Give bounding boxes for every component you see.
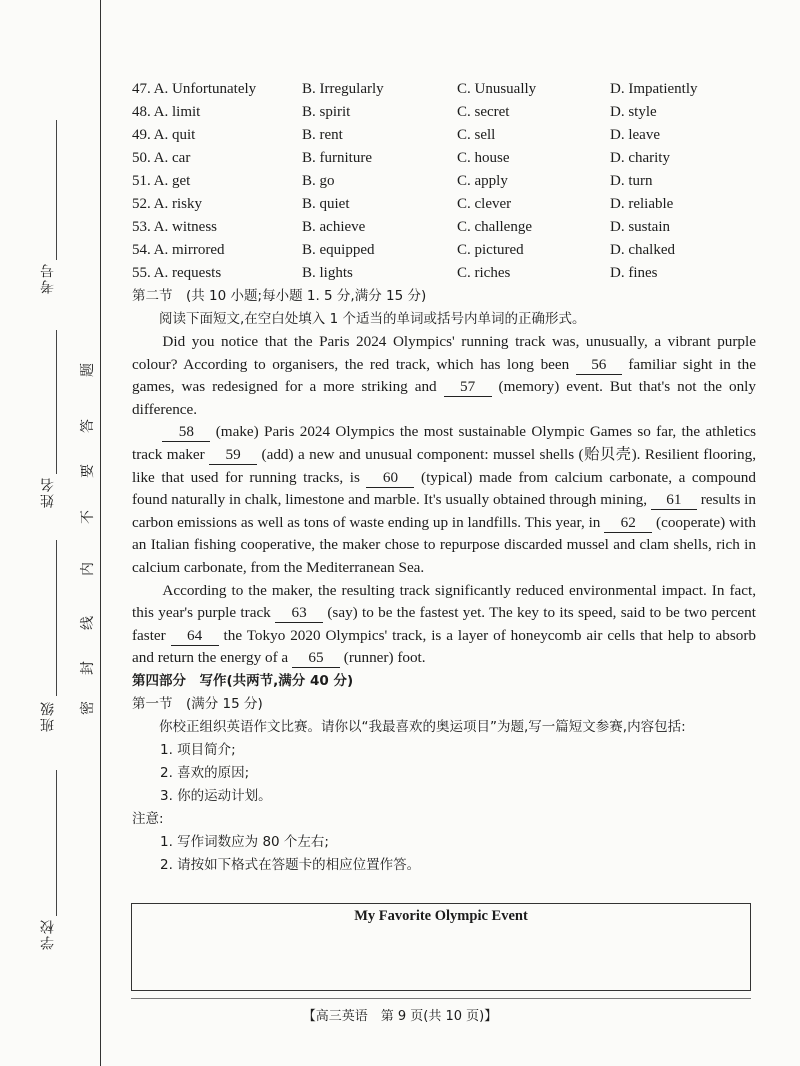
passage-paragraph: Did you notice that the Paris 2024 Olympics' running track was, unusually, a vibrant purple colour? According to organisers, the red track, which has long been 56 familiar sight in the games, was redesigned for a more striking and 57 (memory) event. But that's not the only difference. xyxy=(132,333,756,418)
seal-char: 封 xyxy=(80,661,96,675)
page-content xyxy=(132,78,756,877)
note-item: 2. 请按如下格式在答题卡的相应位置作答。 xyxy=(160,856,421,873)
part-heading: 第四部分 写作(共两节,满分 40 分) xyxy=(132,672,354,689)
seal-char: 要 xyxy=(80,464,96,478)
task-item: 1. 项目简介; xyxy=(160,741,236,758)
blank-58[interactable]: 58 xyxy=(162,423,210,442)
option-row: 50. A. car B. furniture C. house D. charity xyxy=(132,150,670,166)
passage-paragraph: According to the maker, the resulting track significantly reduced environmental impact. In fact, this year's purple track 63 (say) to be the fastest yet. The key to its speed, said to be two percent faster 64 the Tokyo 2020 Olympics' track, is a layer of honeycomb air cells that help to absorb and return the energy of a 65 (runner) foot. xyxy=(132,581,756,667)
answer-format-box xyxy=(131,903,751,991)
footer-divider xyxy=(131,998,751,999)
blank-62[interactable]: 62 xyxy=(604,514,652,533)
instruction: 阅读下面短文,在空白处填入 1 个适当的单词或括号内单词的正确形式。 xyxy=(159,311,586,327)
note-label: 注意: xyxy=(132,810,164,827)
subsection-heading: 第一节 (满分 15 分) xyxy=(132,695,263,712)
blank-57[interactable]: 57 xyxy=(444,378,492,397)
essay-title: My Favorite Olympic Event xyxy=(354,908,528,924)
seal-char: 密 xyxy=(80,701,96,715)
blank-56[interactable]: 56 xyxy=(576,356,622,375)
binding-line xyxy=(100,0,101,1066)
option-row: 54. A. mirrored B. equipped C. pictured D. chalked xyxy=(132,242,675,258)
class-line xyxy=(56,540,57,696)
option-row: 48. A. limit B. spirit C. secret D. style xyxy=(132,104,657,120)
blank-59[interactable]: 59 xyxy=(209,446,257,465)
task-item: 3. 你的运动计划。 xyxy=(160,787,272,804)
blank-65[interactable]: 65 xyxy=(292,649,340,668)
task-item: 2. 喜欢的原因; xyxy=(160,764,250,781)
exam-number-label: 考号 xyxy=(40,262,56,294)
name-label: 姓名 xyxy=(40,476,56,508)
note-item: 1. 写作词数应为 80 个左右; xyxy=(160,833,329,850)
school-line xyxy=(56,770,57,916)
option-row: 53. A. witness B. achieve C. challenge D. sustain xyxy=(132,219,670,235)
option-row: 49. A. quit B. rent C. sell D. leave xyxy=(132,127,660,143)
blank-61[interactable]: 61 xyxy=(651,491,697,510)
school-label: 学校 xyxy=(40,918,56,950)
seal-char: 内 xyxy=(80,562,96,576)
option-row: 52. A. risky B. quiet C. clever D. reliable xyxy=(132,196,674,212)
seal-char: 线 xyxy=(80,616,96,630)
passage-paragraph: 58 (make) Paris 2024 Olympics the most sustainable Olympic Games so far, the athletics track maker 59 (add) a new and unusual component: mussel shells (贻贝壳). Resilient flooring, like that used for running tracks, is 60 (typical) made from calcium carbonate, a compound found naturally in chalk, limestone and marble. It's usually obtained through mining, 61 results in carbon emissions as well as tons of waste ending up in landfills. This year, in 62 (cooperate) with an Italian fishing cooperative, the maker chose to repurpose discarded mussel and clam shells, rich in calcium carbonate, from the Mediterranean Sea. xyxy=(132,423,756,576)
options-table xyxy=(132,78,756,285)
blank-64[interactable]: 64 xyxy=(171,627,219,646)
name-line xyxy=(56,330,57,474)
class-label: 班级 xyxy=(40,700,56,732)
option-row: 55. A. requests B. lights C. riches D. fines xyxy=(132,265,658,281)
exam-number-line xyxy=(56,120,57,260)
page-footer: 【高三英语 第 9 页(共 10 页)】 xyxy=(302,1009,498,1024)
section-heading: 第二节 (共 10 小题;每小题 1. 5 分,满分 15 分) xyxy=(132,288,427,304)
seal-char: 答 xyxy=(80,419,96,433)
option-row: 47. A. Unfortunately B. Irregularly C. Unusually D. Impatiently xyxy=(132,81,698,97)
seal-char: 不 xyxy=(80,510,96,524)
option-row: 51. A. get B. go C. apply D. turn xyxy=(132,173,653,189)
writing-task: 你校正组织英语作文比赛。请你以“我最喜欢的奥运项目”为题,写一篇短文参赛,内容包括: xyxy=(159,718,686,735)
blank-60[interactable]: 60 xyxy=(366,469,414,488)
blank-63[interactable]: 63 xyxy=(275,604,323,623)
seal-char: 题 xyxy=(80,363,96,377)
